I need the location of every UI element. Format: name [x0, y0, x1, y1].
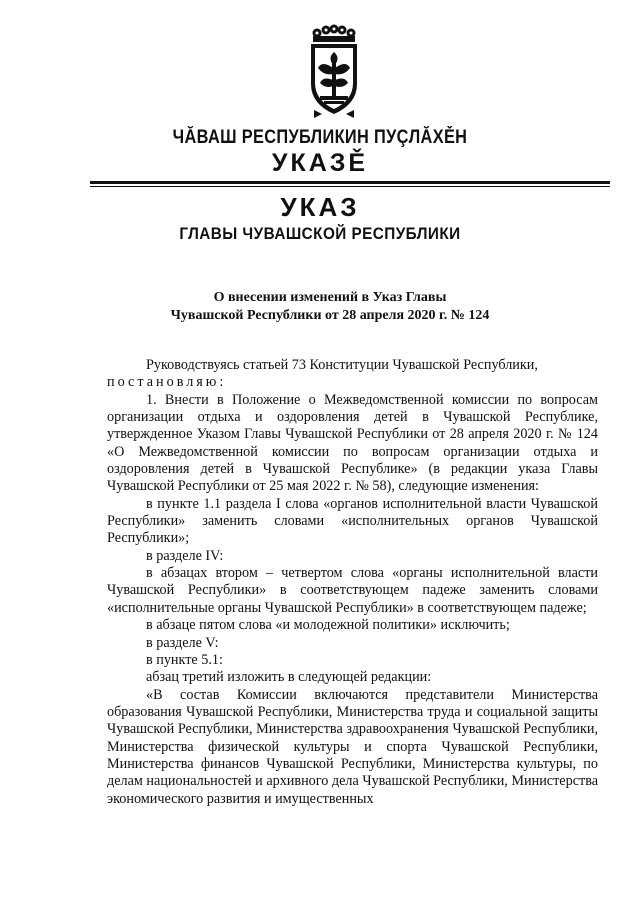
paragraph: в абзаце пятом слова «и молодежной политики» исключить;	[146, 617, 510, 634]
russian-title: УКАЗ	[280, 192, 360, 222]
document-body	[107, 357, 598, 808]
chuvash-title: УКАЗĚ	[271, 149, 369, 177]
chuvash-header-line: ЧĂВАШ РЕСПУБЛИКИН ПУÇЛĂХĚН	[172, 127, 468, 148]
intro-paragraph: Руководствуясь статьей 73 Конституции Чувашской Республики,	[146, 357, 538, 373]
russian-subtitle: ГЛАВЫ ЧУВАШСКОЙ РЕСПУБЛИКИ	[179, 224, 461, 243]
header-divider	[90, 181, 610, 184]
paragraph: в пункте 5.1:	[146, 651, 223, 668]
paragraph: в разделе IV:	[146, 547, 224, 564]
paragraph: 1. Внести в Положение о Межведомственной комиссии по вопросам организации отдыха и оздоровления детей в Чувашской Республике, утвержденное Указом Главы Чувашской Республики от 28 апреля 2020 г. № 124 «О Межведомственной комиссии по вопросам организации отдыха и оздоровления детей в Чувашской Республике» (в редакции указа Главы Чувашской Республики от 25 мая 2022 г. № 58), следующие изменения:	[107, 391, 598, 495]
paragraph: в пункте 1.1 раздела I слова «органов исполнительной власти Чувашской Республики» заменить словами «исполнительных органов Чувашской Республики»;	[107, 495, 598, 547]
paragraph: в разделе V:	[146, 634, 219, 651]
paragraph: в абзацах втором – четвертом слова «органы исполнительной власти Чувашской Республики» в соответствующем падеже заменить словами «исполнительные органы Чувашской Республики» в соответствующем падеже;	[107, 565, 598, 616]
header-divider-thin	[90, 186, 610, 187]
decree-word: постановляю:	[107, 374, 227, 391]
paragraph: абзац третий изложить в следующей редакции:	[146, 669, 432, 686]
paragraph: «В состав Комиссии включаются представители Министерства образования Чувашской Республики, Министерства труда и социальной защиты Чувашской Республики, Министерства здравоохранения Чувашской Республики, Министерства физической культуры и спорта Чувашской Республики, Министерства финансов Чувашской Республики, Министерства культуры, по делам национальностей и архивного дела Чувашской Республики, Министерства экономического развития и имущественных	[107, 686, 598, 807]
subject-line-2: Чувашской Республики от 28 апреля 2020 г. № 124	[170, 308, 490, 323]
subject-line-1: О внесении изменений в Указ Главы	[213, 290, 447, 305]
chuvash-republic-emblem-icon	[306, 22, 362, 120]
document-subject	[100, 289, 560, 325]
